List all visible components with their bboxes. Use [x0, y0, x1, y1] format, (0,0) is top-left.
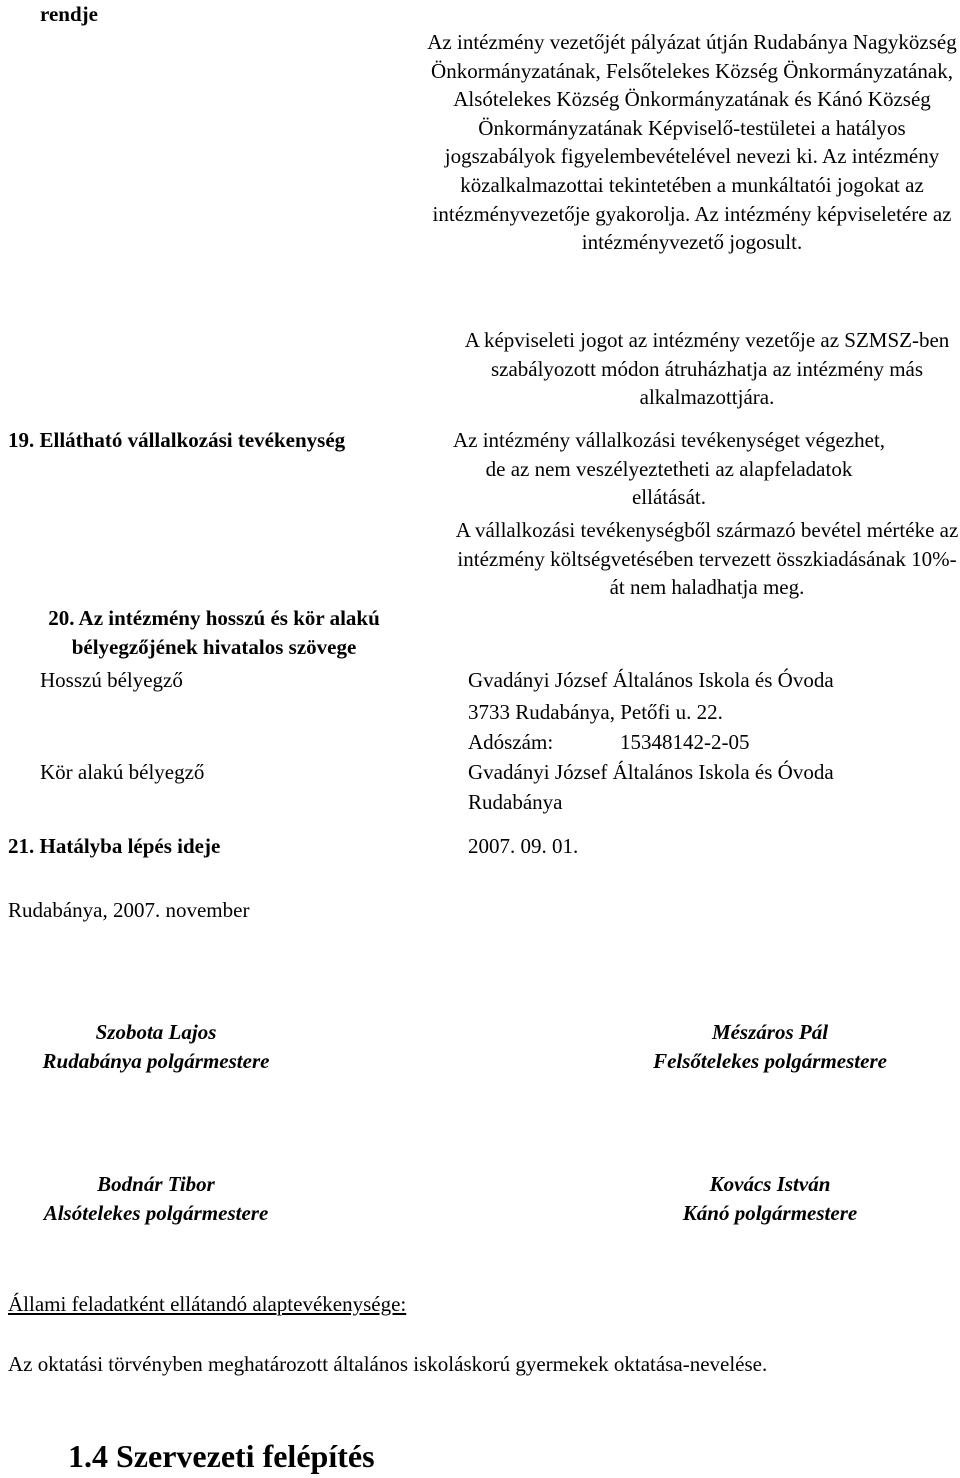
section-19-heading: 19. Ellátható vállalkozási tevékenység — [8, 428, 346, 452]
section-20-heading: 20. Az intézmény hosszú és kör alakú bélyegzőjének hivatalos szövege — [48, 606, 380, 659]
state-task-heading: Állami feladatként ellátandó alaptevékenysége: — [8, 1292, 407, 1316]
appointment-paragraph: Az intézmény vezetőjét pályázat útján Rudabánya Nagyközség Önkormányzatának, Felsőtelekes Község Önkormányzatának, Alsótelekes Község Önkormányzatának és Kánó Község Önkormányzatának Képviselő-testületei a hatályos jogszabályok figyelembevételével nevezi ki. Az intézmény közalkalmazottai tekintetében a munkáltatói jogokat az intézményvezetője gyakorolja. Az intézmény képviseletére az intézményvezető jogosult. — [427, 30, 957, 255]
signatory-name: Kovács István — [709, 1172, 831, 1196]
round-stamp-line-2: Rudabánya — [468, 790, 563, 814]
signatory-block-2 — [600, 1018, 940, 1075]
signatory-name: Bodnár Tibor — [97, 1172, 215, 1196]
tax-number-label: Adószám: — [468, 730, 554, 754]
signatory-title: Rudabánya polgármestere — [42, 1048, 270, 1073]
signatory-title: Felsőtelekes polgármestere — [653, 1048, 887, 1073]
round-stamp-line-1: Gvadányi József Általános Iskola és Óvoda — [468, 760, 834, 784]
representation-paragraph: A képviseleti jogot az intézmény vezetője az SZMSZ-ben szabályozott módon átruházhatja az intézmény más alkalmazottjára. — [464, 328, 950, 410]
long-stamp-line-1: Gvadányi József Általános Iskola és Óvoda — [468, 668, 834, 692]
signatory-title: Kánó polgármestere — [682, 1200, 858, 1225]
section-19-text-2: A vállalkozási tevékenységből származó bevétel mértéke az intézmény költségvetésében tervezett összkiadásának 10%-át nem haladhatja meg. — [455, 518, 959, 600]
next-section-title: 1.4 Szervezeti felépítés — [68, 1438, 375, 1474]
section-21-heading: 21. Hatályba lépés ideje — [8, 834, 221, 858]
header-fragment: rendje — [40, 2, 98, 26]
effective-date: 2007. 09. 01. — [468, 834, 579, 858]
long-stamp-label: Hosszú bélyegző — [40, 668, 183, 692]
place-and-date: Rudabánya, 2007. november — [8, 898, 250, 922]
signatory-title: Alsótelekes polgármestere — [43, 1200, 269, 1225]
long-stamp-line-2: 3733 Rudabánya, Petőfi u. 22. — [468, 700, 723, 724]
signatory-block-3 — [0, 1170, 312, 1227]
tax-number-value: 15348142-2-05 — [620, 730, 750, 754]
state-task-text: Az oktatási törvényben meghatározott általános iskoláskorú gyermekek oktatása-nevelése. — [8, 1352, 768, 1376]
signatory-block-1 — [0, 1018, 312, 1075]
signatory-block-4 — [600, 1170, 940, 1227]
signatory-name: Szobota Lajos — [95, 1020, 217, 1044]
signatory-name: Mészáros Pál — [711, 1020, 829, 1044]
round-stamp-label: Kör alakú bélyegző — [40, 760, 205, 784]
section-19-text-1: Az intézmény vállalkozási tevékenységet végezhet, de az nem veszélyeztetheti az alapfeladatok ellátását. — [452, 428, 886, 510]
